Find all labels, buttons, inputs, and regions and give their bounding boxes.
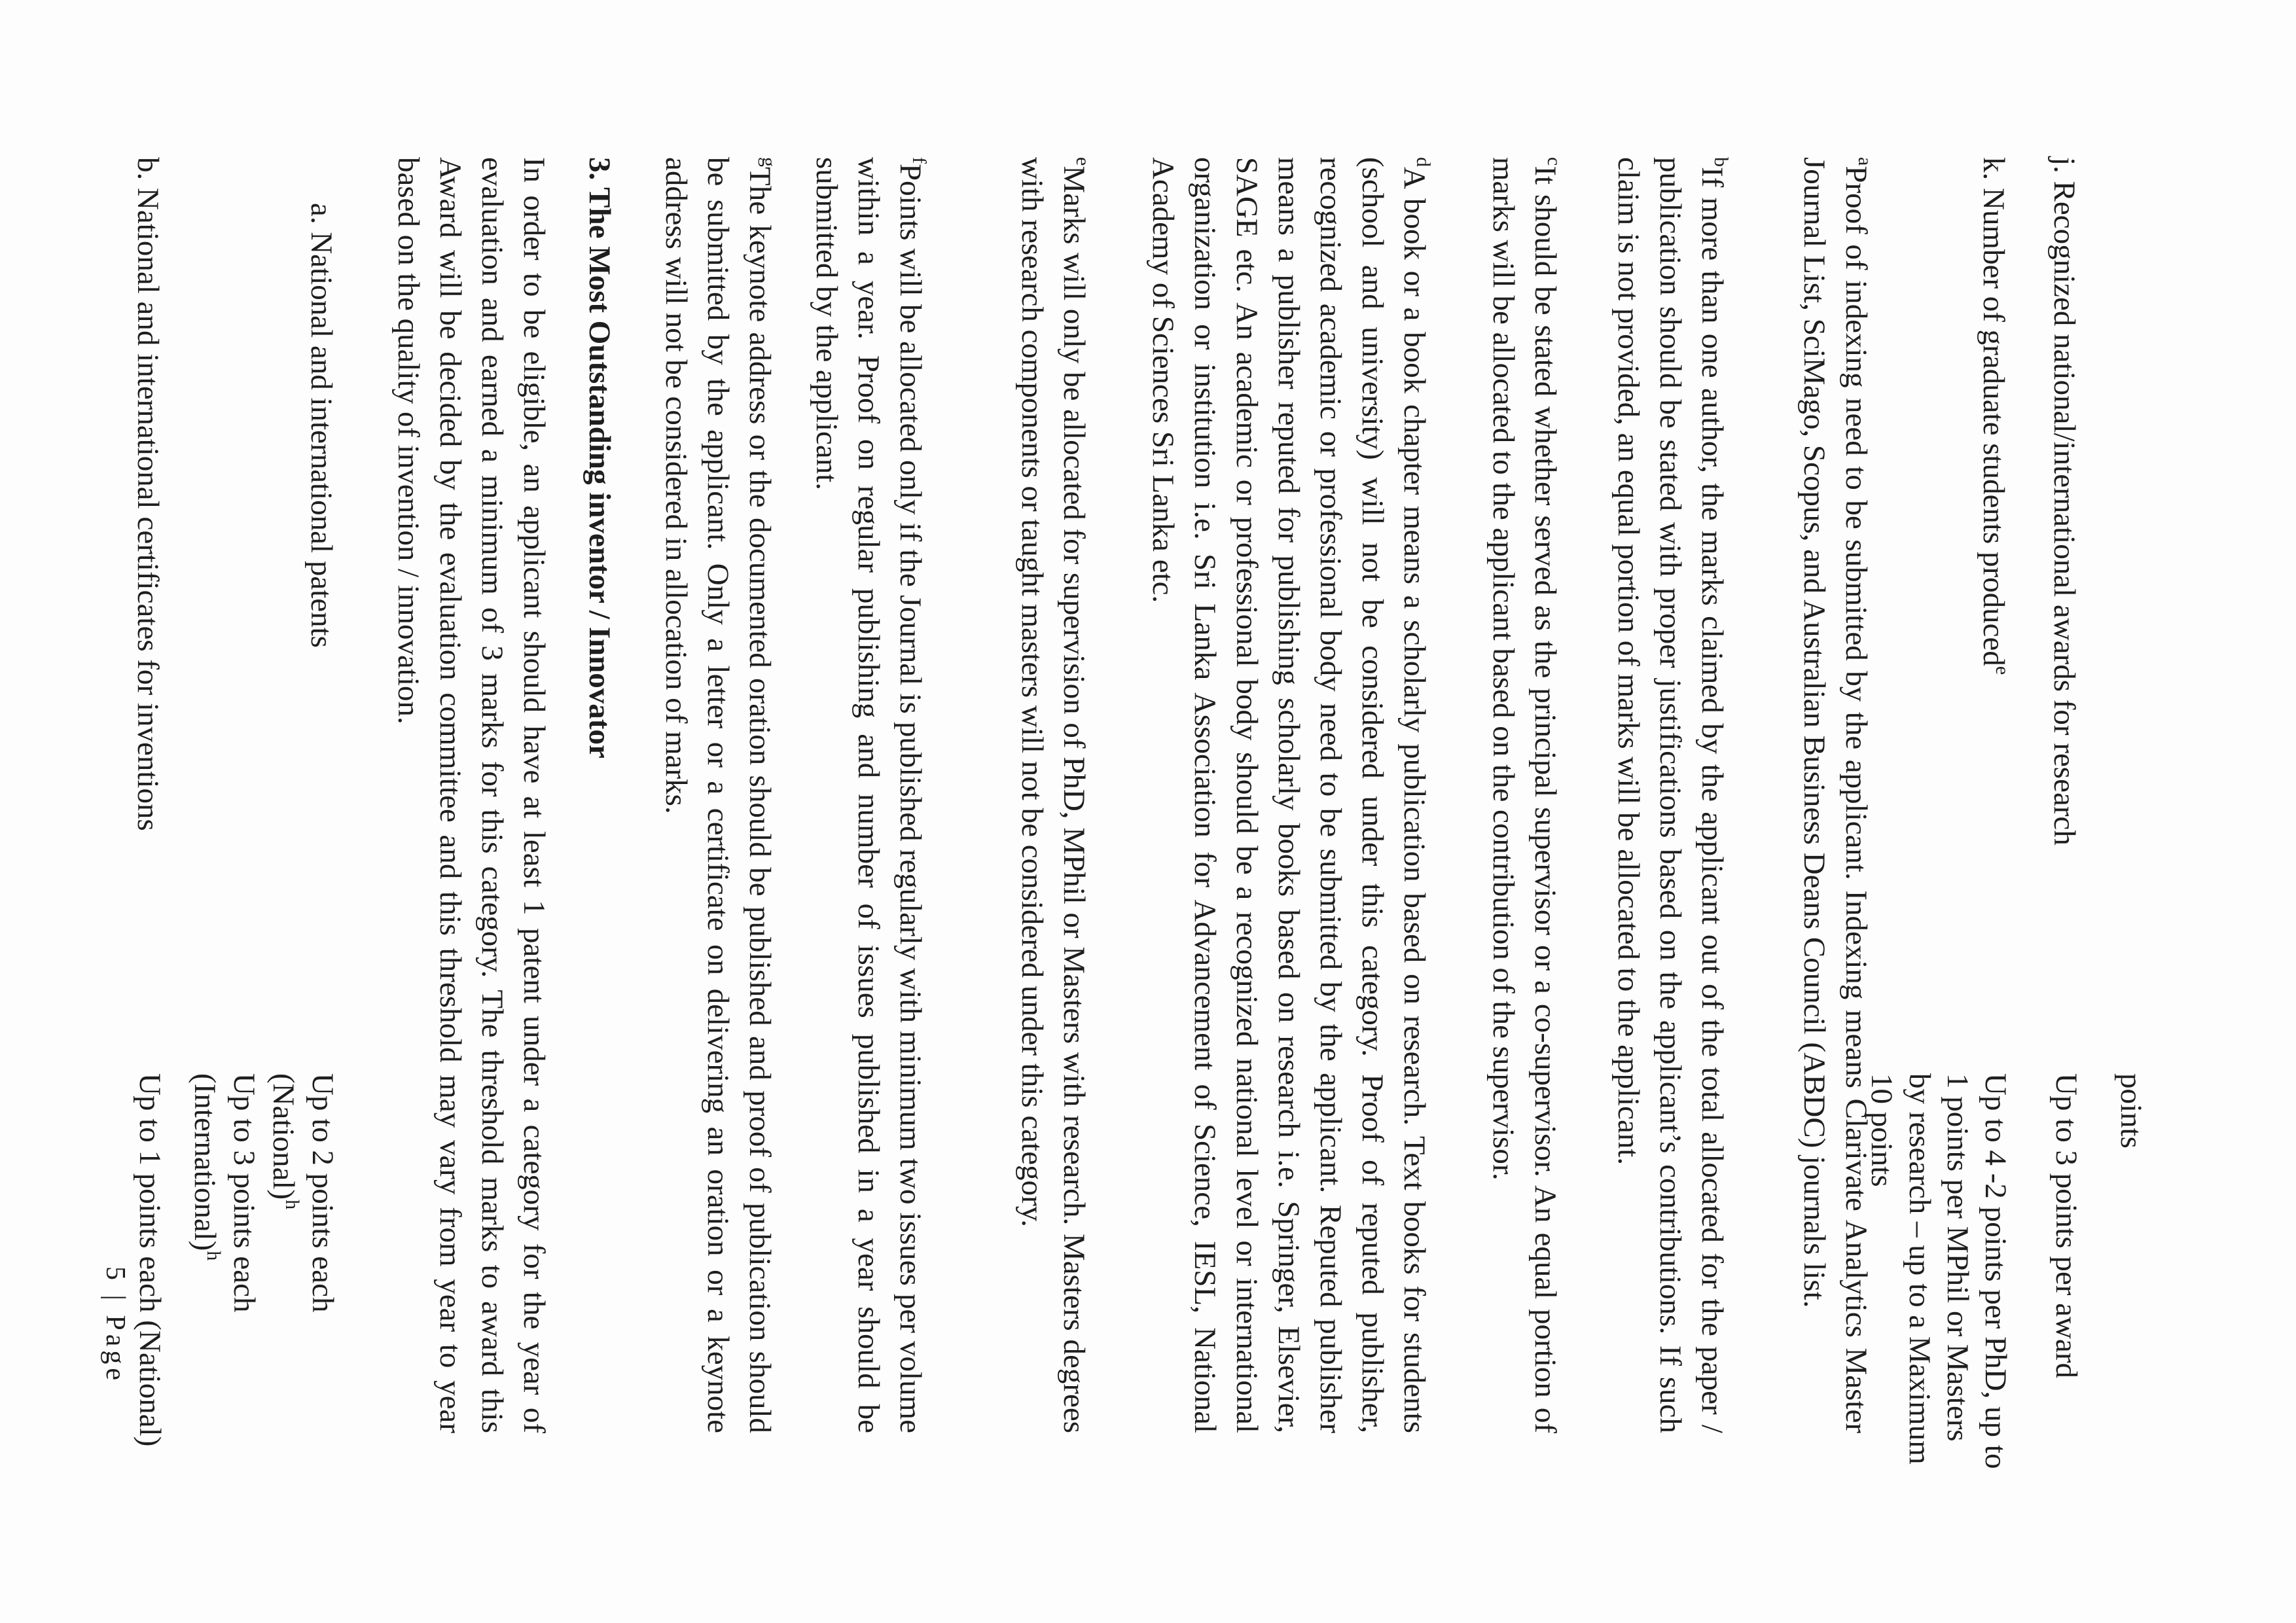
- footnote-b: [1607, 157, 1733, 1433]
- item-a-points-line1: Up to 2 points each: [306, 1073, 340, 1313]
- page-footer: [94, 1266, 136, 1384]
- footnote-f-marker: f: [908, 157, 930, 164]
- footnote-b-marker: b: [1710, 157, 1732, 167]
- footnote-b-text: If more than one author, the marks claimed by the applicant out of the total allocated for the paper / publication should be stated with proper justifications based on the applicant’s contributions. If such claim is not provided, an equal portion of marks will be allocated to the applicant.: [1611, 157, 1729, 1433]
- item-k-points: Up to 4 -2 points per PhD, up to 1 points per MPhil or Masters by research – up to a Maximum 10 points: [1865, 1073, 2013, 1469]
- item-a-points-line4: [185, 1073, 224, 1479]
- footnote-g-marker: g: [757, 157, 780, 167]
- item-a-points-line4-sup: h: [202, 1251, 224, 1261]
- footnote-a-text: Proof of indexing need to be submitted by the applicant. Indexing means Clarivate Analytics Master Journal List, SciMago, Scopus, and Australian Business Deans Council (ABDC) journals list.: [1797, 157, 1873, 1433]
- item-k-sup: e: [1991, 666, 2013, 675]
- footnote-g-text: The keynote address or the documented oration should be published and proof of publication should be submitted by the applicant. Only a letter or a certificate on delivering an oration or a keynote address will not be considered in allocation of marks.: [659, 157, 777, 1433]
- section-3-heading: 3. The Most Outstanding inventor / Innovator: [583, 157, 617, 758]
- page-separator: |: [100, 1294, 130, 1304]
- item-k-label-text: k. Number of graduate students produced: [1977, 157, 2011, 666]
- item-a-points-line2-sup: h: [281, 1200, 303, 1210]
- footnote-e-marker: e: [1071, 157, 1094, 166]
- footnote-c-text: It should be stated whether served as the principal supervisor or a co-supervisor. An equal portion of marks will be allocated to the applicant based on the contribution of the supervisor.: [1486, 157, 1562, 1433]
- item-a-points-line4-text: (International): [188, 1073, 222, 1251]
- footnote-e: [1011, 157, 1095, 1433]
- footnote-c: [1482, 157, 1566, 1433]
- section-3-item-a-label: a. National and international patents: [304, 203, 338, 648]
- footnote-d-text: A book or a book chapter means a scholarly publication based on research. Text books for students (school and university) will not be considered under this category. Proof of reputed publisher, recognized academic or professional body need to be submitted by the applicant. Reputed publisher means a publisher reputed for publishing scholarly books based on research i.e. Springer, Elsevier, SAGE etc. An academic or professional body should be a recognized national level or international organization or institution i.e. Sri Lanka Association for Advancement of Science, IESL, National Academy of Sciences Sri Lanka etc.: [1146, 157, 1431, 1433]
- footnote-e-text: Marks will only be allocated for supervision of PhD, MPhil or Masters with research. Masters degrees with research components or taught masters will not be considered under this category.: [1015, 157, 1091, 1433]
- page-number: 5: [100, 1266, 130, 1284]
- item-k-label: [1973, 157, 2015, 675]
- footnote-g: [655, 157, 781, 1433]
- footnote-a: [1793, 157, 1877, 1433]
- item-a-points-line2-text: (National): [266, 1073, 300, 1200]
- footnote-d: [1142, 157, 1435, 1433]
- footnote-f: [806, 157, 931, 1433]
- footnote-f-text: Points will be allocated only if the Journal is published regularly with minimum two issues per volume within a year. Proof on regular publishing and number of issues published in a year should be submitted by the applicant.: [810, 157, 927, 1433]
- section-3-item-a-points: [185, 1073, 342, 1479]
- section-3-item-b-label: b. National and international certificates for inventions: [131, 157, 165, 831]
- page-word: Page: [100, 1315, 130, 1385]
- carry-over-points: points: [2114, 1073, 2148, 1149]
- item-a-points-line3: Up to 3 points each: [227, 1073, 261, 1313]
- section-3-item-b-points: Up to 1 points each (National): [133, 1073, 167, 1447]
- section-3-intro: In order to be eligible, an applicant should have at least 1 patent under a category for the year of evaluation and earned a minimum of 3 marks for this category. The threshold marks to award this Award will be decided by the evaluation committee and this threshold may vary from year to year based on the quality of invention / innovation.: [391, 157, 551, 1433]
- footnote-a-marker: a: [1854, 157, 1876, 166]
- footnote-d-marker: d: [1412, 157, 1434, 167]
- item-j-points: Up to 3 points per award: [2049, 1073, 2083, 1378]
- footnote-c-marker: c: [1543, 157, 1565, 166]
- item-a-points-line2: [264, 1073, 303, 1479]
- item-j-label: j. Recognized national/international awards for research: [2047, 157, 2081, 846]
